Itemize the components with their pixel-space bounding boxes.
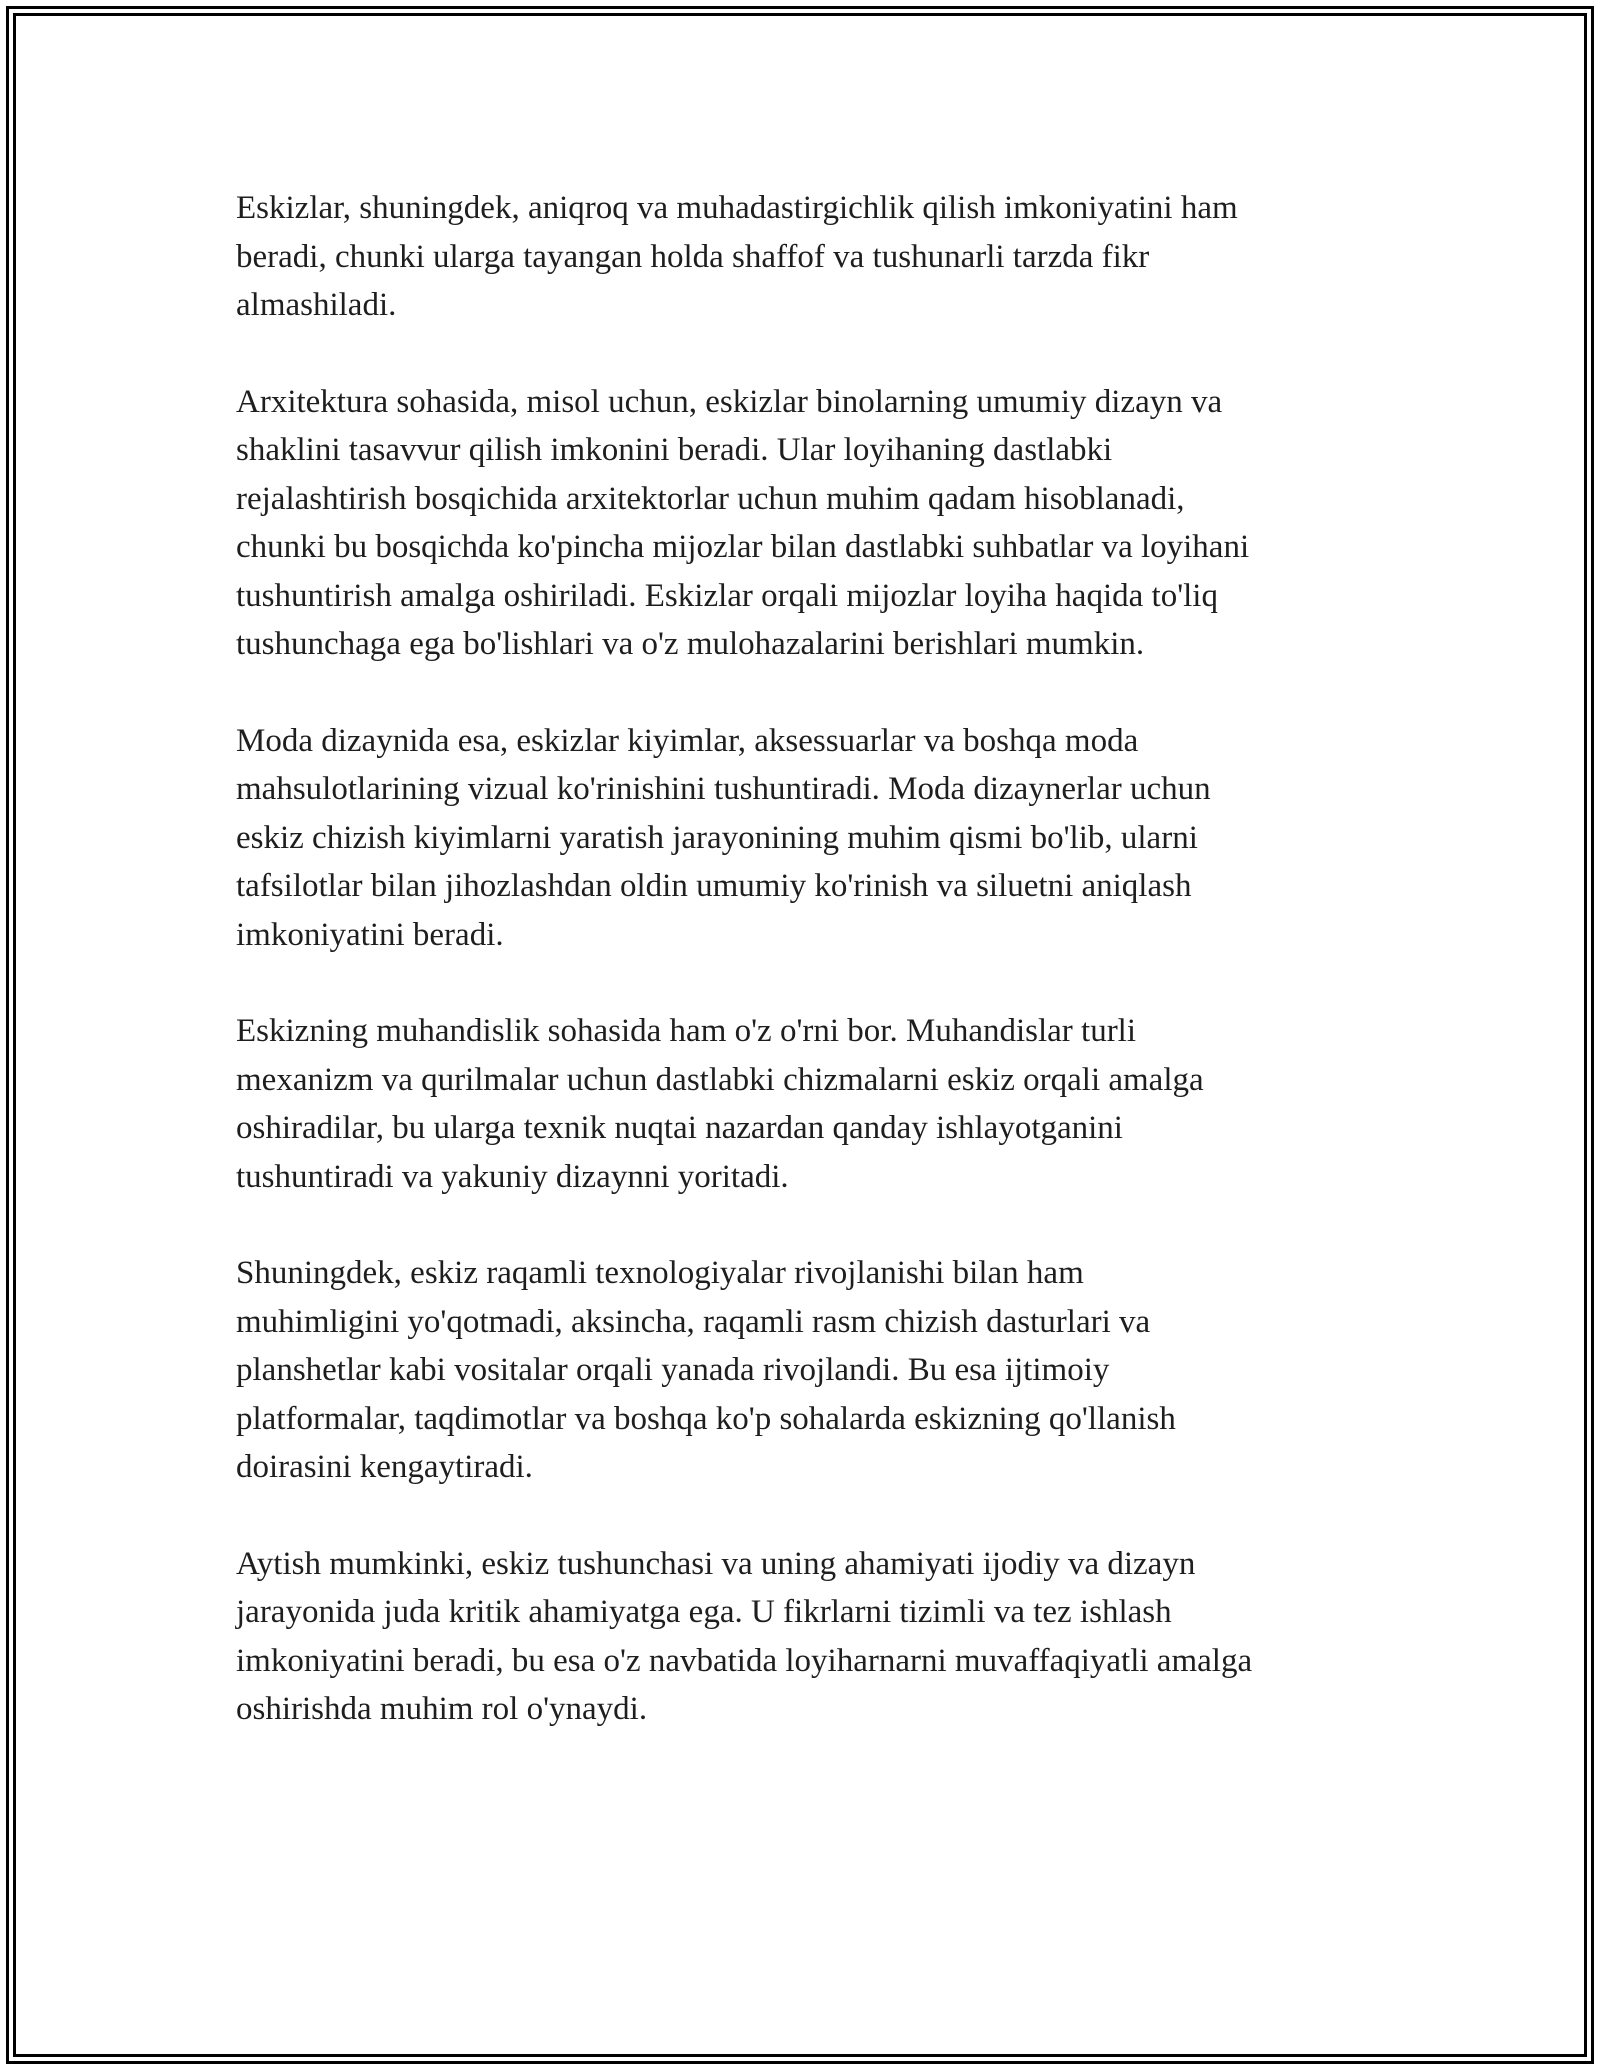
paragraph-engineering: Eskizning muhandislik sohasida ham o'z o'rni bor. Muhandislar turli mexanizm va qurilmalar uchun dastlabki chizmalarni eskiz orqali amalga oshiradilar, bu ularga texnik nuqtai nazardan qanday ishlayotganini tushuntiradi va yakuniy dizaynni yoritadi.: [236, 1013, 1204, 1195]
paragraph-sketch-clarity: Eskizlar, shuningdek, aniqroq va muhadastirgichlik qilish imkoniyatini ham beradi, chunki ularga tayangan holda shaffof va tushunarli tarzda fikr almashiladi.: [236, 190, 1238, 323]
paragraph-architecture: Arxitektura sohasida, misol uchun, eskizlar binolarning umumiy dizayn va shaklini tasavvur qilish imkonini beradi. Ular loyihaning dastlabki rejalashtirish bosqichida arxitektorlar uchun muhim qadam hisoblanadi, chunki bu bosqichda ko'pincha mijozlar bilan dastlabki suhbatlar va loyihani tushuntirish amalga oshiriladi. Eskizlar orqali mijozlar loyiha haqida to'liq tushunchaga ega bo'lishlari va o'z mulohazalarini berishlari mumkin.: [236, 383, 1250, 662]
paragraph-conclusion: Aytish mumkinki, eskiz tushunchasi va uning ahamiyati ijodiy va dizayn jarayonida juda kritik ahamiyatga ega. U fikrlarni tizimli va tez ishlash imkoniyatini beradi, bu esa o'z navbatida loyiharnarni muvaffaqiyatli amalga oshirishda muhim rol o'ynaydi.: [236, 1545, 1253, 1727]
paragraph-fashion-design: Moda dizaynida esa, eskizlar kiyimlar, aksessuarlar va boshqa moda mahsulotlarining vizual ko'rinishini tushuntiradi. Moda dizaynerlar uchun eskiz chizish kiyimlarni yaratish jarayonining muhim qismi bo'lib, ularni tafsilotlar bilan jihozlashdan oldin umumiy ko'rinish va siluetni aniqlash imkoniyatini beradi.: [236, 722, 1211, 953]
paragraph-digital-technology: Shuningdek, eskiz raqamli texnologiyalar rivojlanishi bilan ham muhimligini yo'qotmadi, aksincha, raqamli rasm chizish dasturlari va planshetlar kabi vositalar orqali yanada rivojlandi. Bu esa ijtimoiy platformalar, taqdimotlar va boshqa ko'p sohalarda eskizning qo'llanish doirasini kengaytiradi.: [236, 1255, 1176, 1485]
document-body: [236, 184, 1376, 1734]
